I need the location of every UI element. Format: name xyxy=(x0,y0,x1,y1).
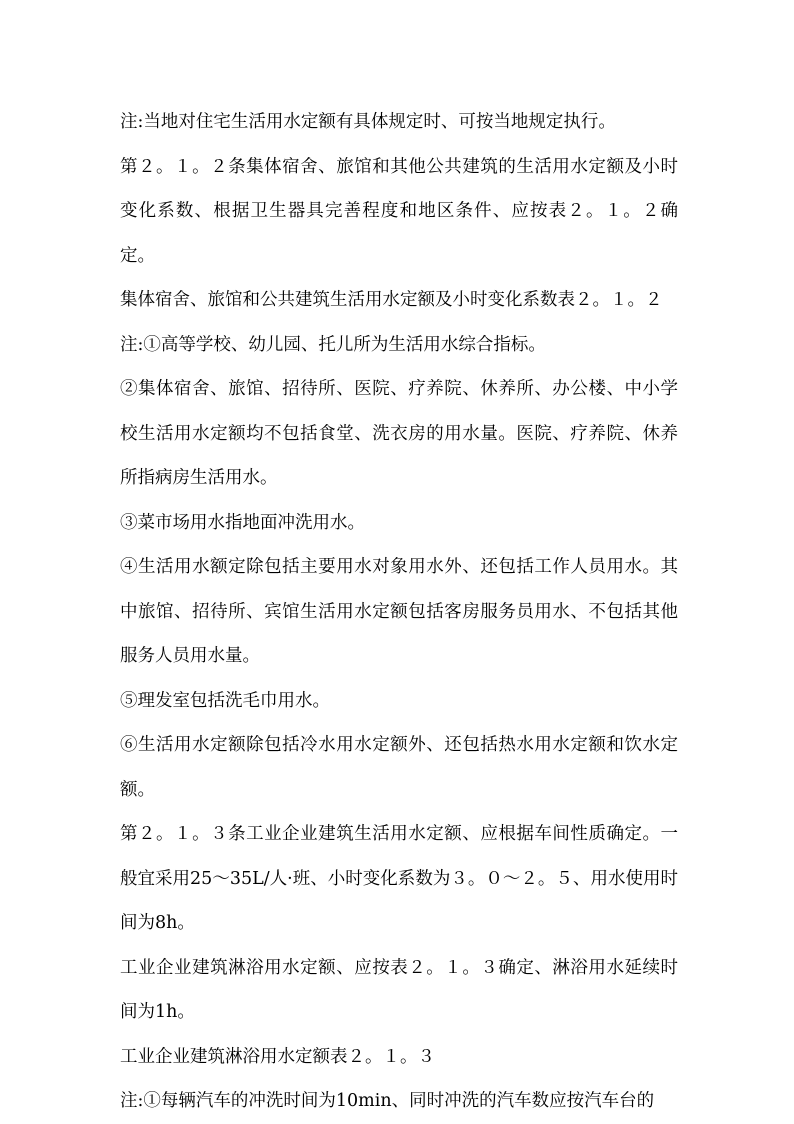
paragraph-clause-2-1-2: 第２。１。２条集体宿舍、旅馆和其他公共建筑的生活用水定额及小时变化系数、根据卫生器具完善程度和地区条件、应按表２。１。２确定。 xyxy=(120,156,678,266)
paragraph-note-5: ⑤理发室包括洗毛巾用水。 xyxy=(120,690,330,711)
paragraph-note-3: ③菜市场用水指地面冲洗用水。 xyxy=(120,512,365,533)
paragraph-note-local-regulation: 注:当地对住宅生活用水定额有具体规定时、可按当地规定执行。 xyxy=(120,112,616,132)
paragraph-note-2: ②集体宿舍、旅馆、招待所、医院、疗养院、休养所、办公楼、中小学校生活用水定额均不包括食堂、洗衣房的用水量。医院、疗养院、休养所指病房生活用水。 xyxy=(120,379,678,488)
paragraph-note-1: 注:①高等学校、幼儿园、托儿所为生活用水综合指标。 xyxy=(120,334,546,355)
paragraph-clause-2-1-3: 第２。１。３条工业企业建筑生活用水定额、应根据车间性质确定。一般宜采用25～35L/人·班、小时变化系数为３。０～２。５、用水使用时间为8h。 xyxy=(120,824,678,933)
paragraph-note-4: ④生活用水额定除包括主要用水对象用水外、还包括工作人员用水。其中旅馆、招待所、宾馆生活用水定额包括客房服务员用水、不包括其他服务人员用水量。 xyxy=(120,557,678,666)
paragraph-note-car-wash: 注:①每辆汽车的冲洗时间为10min、同时冲洗的汽车数应按汽车台的 xyxy=(120,1091,655,1111)
paragraph-note-6: ⑥生活用水定额除包括冷水用水定额外、还包括热水用水定额和饮水定额。 xyxy=(120,735,678,800)
paragraph-table-2-1-2-title: 集体宿舍、旅馆和公共建筑生活用水定额及小时变化系数表２。１。２ xyxy=(120,290,663,310)
paragraph-table-2-1-3-title: 工业企业建筑淋浴用水定额表２。１。３ xyxy=(120,1046,435,1067)
paragraph-shower-quota: 工业企业建筑淋浴用水定额、应按表２。１。３确定、淋浴用水延续时间为1h。 xyxy=(120,957,678,1022)
